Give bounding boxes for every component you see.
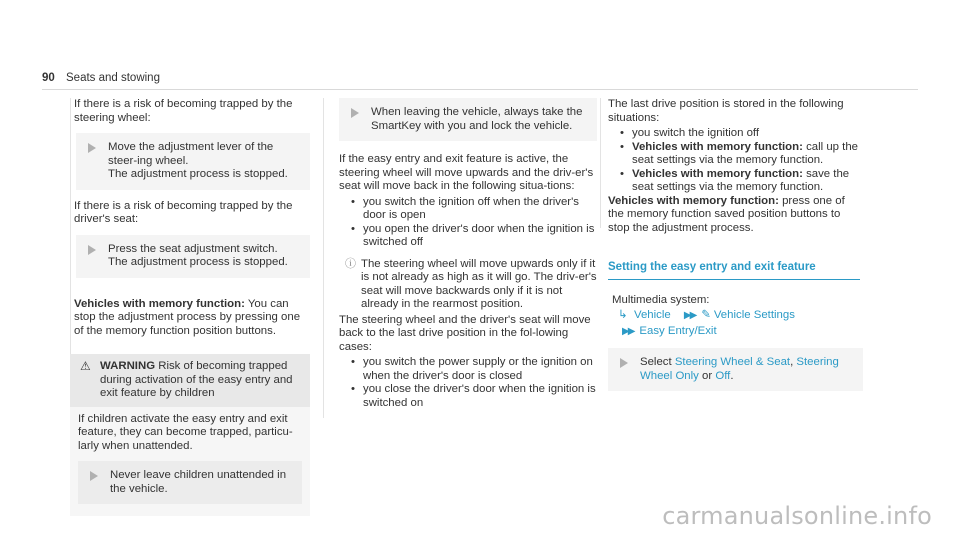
page-header	[42, 72, 160, 86]
step-text: Move the adjustment lever of the steer-ing wheel.	[108, 141, 274, 167]
list-item	[620, 168, 863, 195]
column-divider	[600, 98, 601, 228]
arrow-right-icon	[88, 245, 96, 255]
list-item: • you close the driver's door when the ignition is switched on	[351, 383, 597, 410]
section-name: Seats and stowing	[66, 72, 160, 84]
step-result: The adjustment process is stopped.	[108, 168, 288, 180]
menu-vehicle-settings[interactable]: Vehicle Settings	[713, 309, 795, 321]
menu-easy-entry-exit[interactable]: Easy Entry/Exit	[639, 324, 717, 337]
menu-path	[608, 325, 863, 339]
menu-vehicle[interactable]: Vehicle	[634, 309, 671, 321]
instruction-step	[76, 133, 310, 190]
note-text: The steering wheel will move upwards only if it is not already as high as it will go. The driv-er's seat will move backwards only if it is not already in the rearmost position.	[361, 257, 597, 310]
bullet-list	[608, 127, 863, 195]
note	[339, 258, 597, 312]
instruction-step	[608, 348, 863, 391]
settings-pen-icon: ✎	[701, 309, 711, 321]
separator: .	[730, 369, 734, 382]
select-label: Select	[640, 356, 675, 368]
option-off[interactable]: Off	[715, 369, 731, 382]
bullet-list	[339, 356, 597, 410]
watermark: carmanualsonline.info	[662, 501, 932, 530]
memory-label: Vehicles with memory function:	[632, 167, 803, 180]
warning-body	[70, 407, 310, 517]
instruction-step	[76, 235, 310, 278]
option-steering-wheel-only[interactable]: Steering Wheel Only	[640, 356, 839, 382]
double-chevron-icon: ▶▶	[622, 325, 634, 337]
column-left	[70, 98, 310, 516]
multimedia-label: Multimedia system:	[612, 293, 710, 306]
list-item: • you switch the ignition off	[620, 127, 863, 141]
memory-label: Vehicles with memory function:	[632, 140, 803, 153]
info-icon: ⓘ	[345, 257, 356, 270]
warning-title: Risk of becoming trapped during activation of the easy entry and exit feature by children	[100, 360, 293, 399]
instruction-step	[78, 461, 302, 504]
separator: or	[698, 369, 716, 382]
list-text: save the seat settings via the memory function.	[632, 167, 850, 193]
header-divider	[42, 89, 918, 90]
return-arrow-icon: ↳	[618, 309, 628, 321]
paragraph-text: press one of the memory function saved position buttons to stop the adjustment process.	[608, 194, 845, 234]
step-text: When leaving the vehicle, always take the SmartKey with you and lock the vehicle.	[371, 106, 583, 132]
warning-label: WARNING	[100, 360, 156, 372]
arrow-right-icon	[90, 471, 98, 481]
arrow-right-icon	[620, 358, 628, 368]
column-middle	[339, 98, 597, 410]
step-result: The adjustment process is stopped.	[108, 256, 288, 268]
arrow-right-icon	[88, 143, 96, 153]
memory-text: You can stop the adjustment process by pressing one of the memory function position buttons.	[74, 297, 301, 337]
menu-path	[608, 309, 863, 323]
warning-text: If children activate the easy entry and exit feature, they can become trapped, particu-larly when unattended.	[78, 412, 293, 452]
step-text: Press the seat adjustment switch.	[108, 242, 278, 255]
instruction-step	[339, 98, 597, 141]
double-chevron-icon: ▶▶	[683, 310, 696, 321]
paragraph: The steering wheel and the driver's seat will move back to the last drive position in the fol-lowing cases:	[339, 313, 591, 353]
arrow-right-icon	[351, 108, 359, 118]
paragraph	[608, 195, 863, 236]
warning-triangle-icon: ⚠	[80, 359, 91, 373]
column-right	[608, 98, 863, 391]
paragraph: If there is a risk of becoming trapped by the steering wheel:	[74, 98, 293, 124]
option-steering-wheel-seat[interactable]: Steering Wheel & Seat	[674, 356, 791, 368]
page-number: 90	[42, 72, 55, 84]
list-item: • you switch the ignition off when the driver's door is open	[351, 196, 597, 223]
paragraph: If there is a risk of becoming trapped by the driver's seat:	[74, 199, 293, 225]
warning-header	[70, 354, 310, 407]
memory-label: Vehicles with memory function:	[608, 194, 779, 207]
step-text: Never leave children unattended in the vehicle.	[110, 469, 287, 495]
column-divider	[323, 98, 324, 418]
step-text	[640, 356, 855, 383]
list-text: call up the seat settings via the memory function.	[632, 140, 858, 166]
separator: ,	[790, 356, 797, 368]
bullet-list	[339, 196, 597, 250]
list-item: • you open the driver's door when the ignition is switched off	[351, 223, 597, 250]
memory-label: Vehicles with memory function:	[74, 297, 245, 310]
paragraph	[70, 298, 310, 339]
paragraph: The last drive position is stored in the following situations:	[608, 98, 844, 124]
paragraph: If the easy entry and exit feature is active, the steering wheel will move upwards and the driv-er's seat will move back in the following situa-tions:	[339, 153, 594, 192]
list-item	[620, 141, 863, 168]
list-item: • you switch the power supply or the ignition on when the driver's door is closed	[351, 356, 597, 383]
section-title: Setting the easy entry and exit feature	[608, 261, 860, 280]
